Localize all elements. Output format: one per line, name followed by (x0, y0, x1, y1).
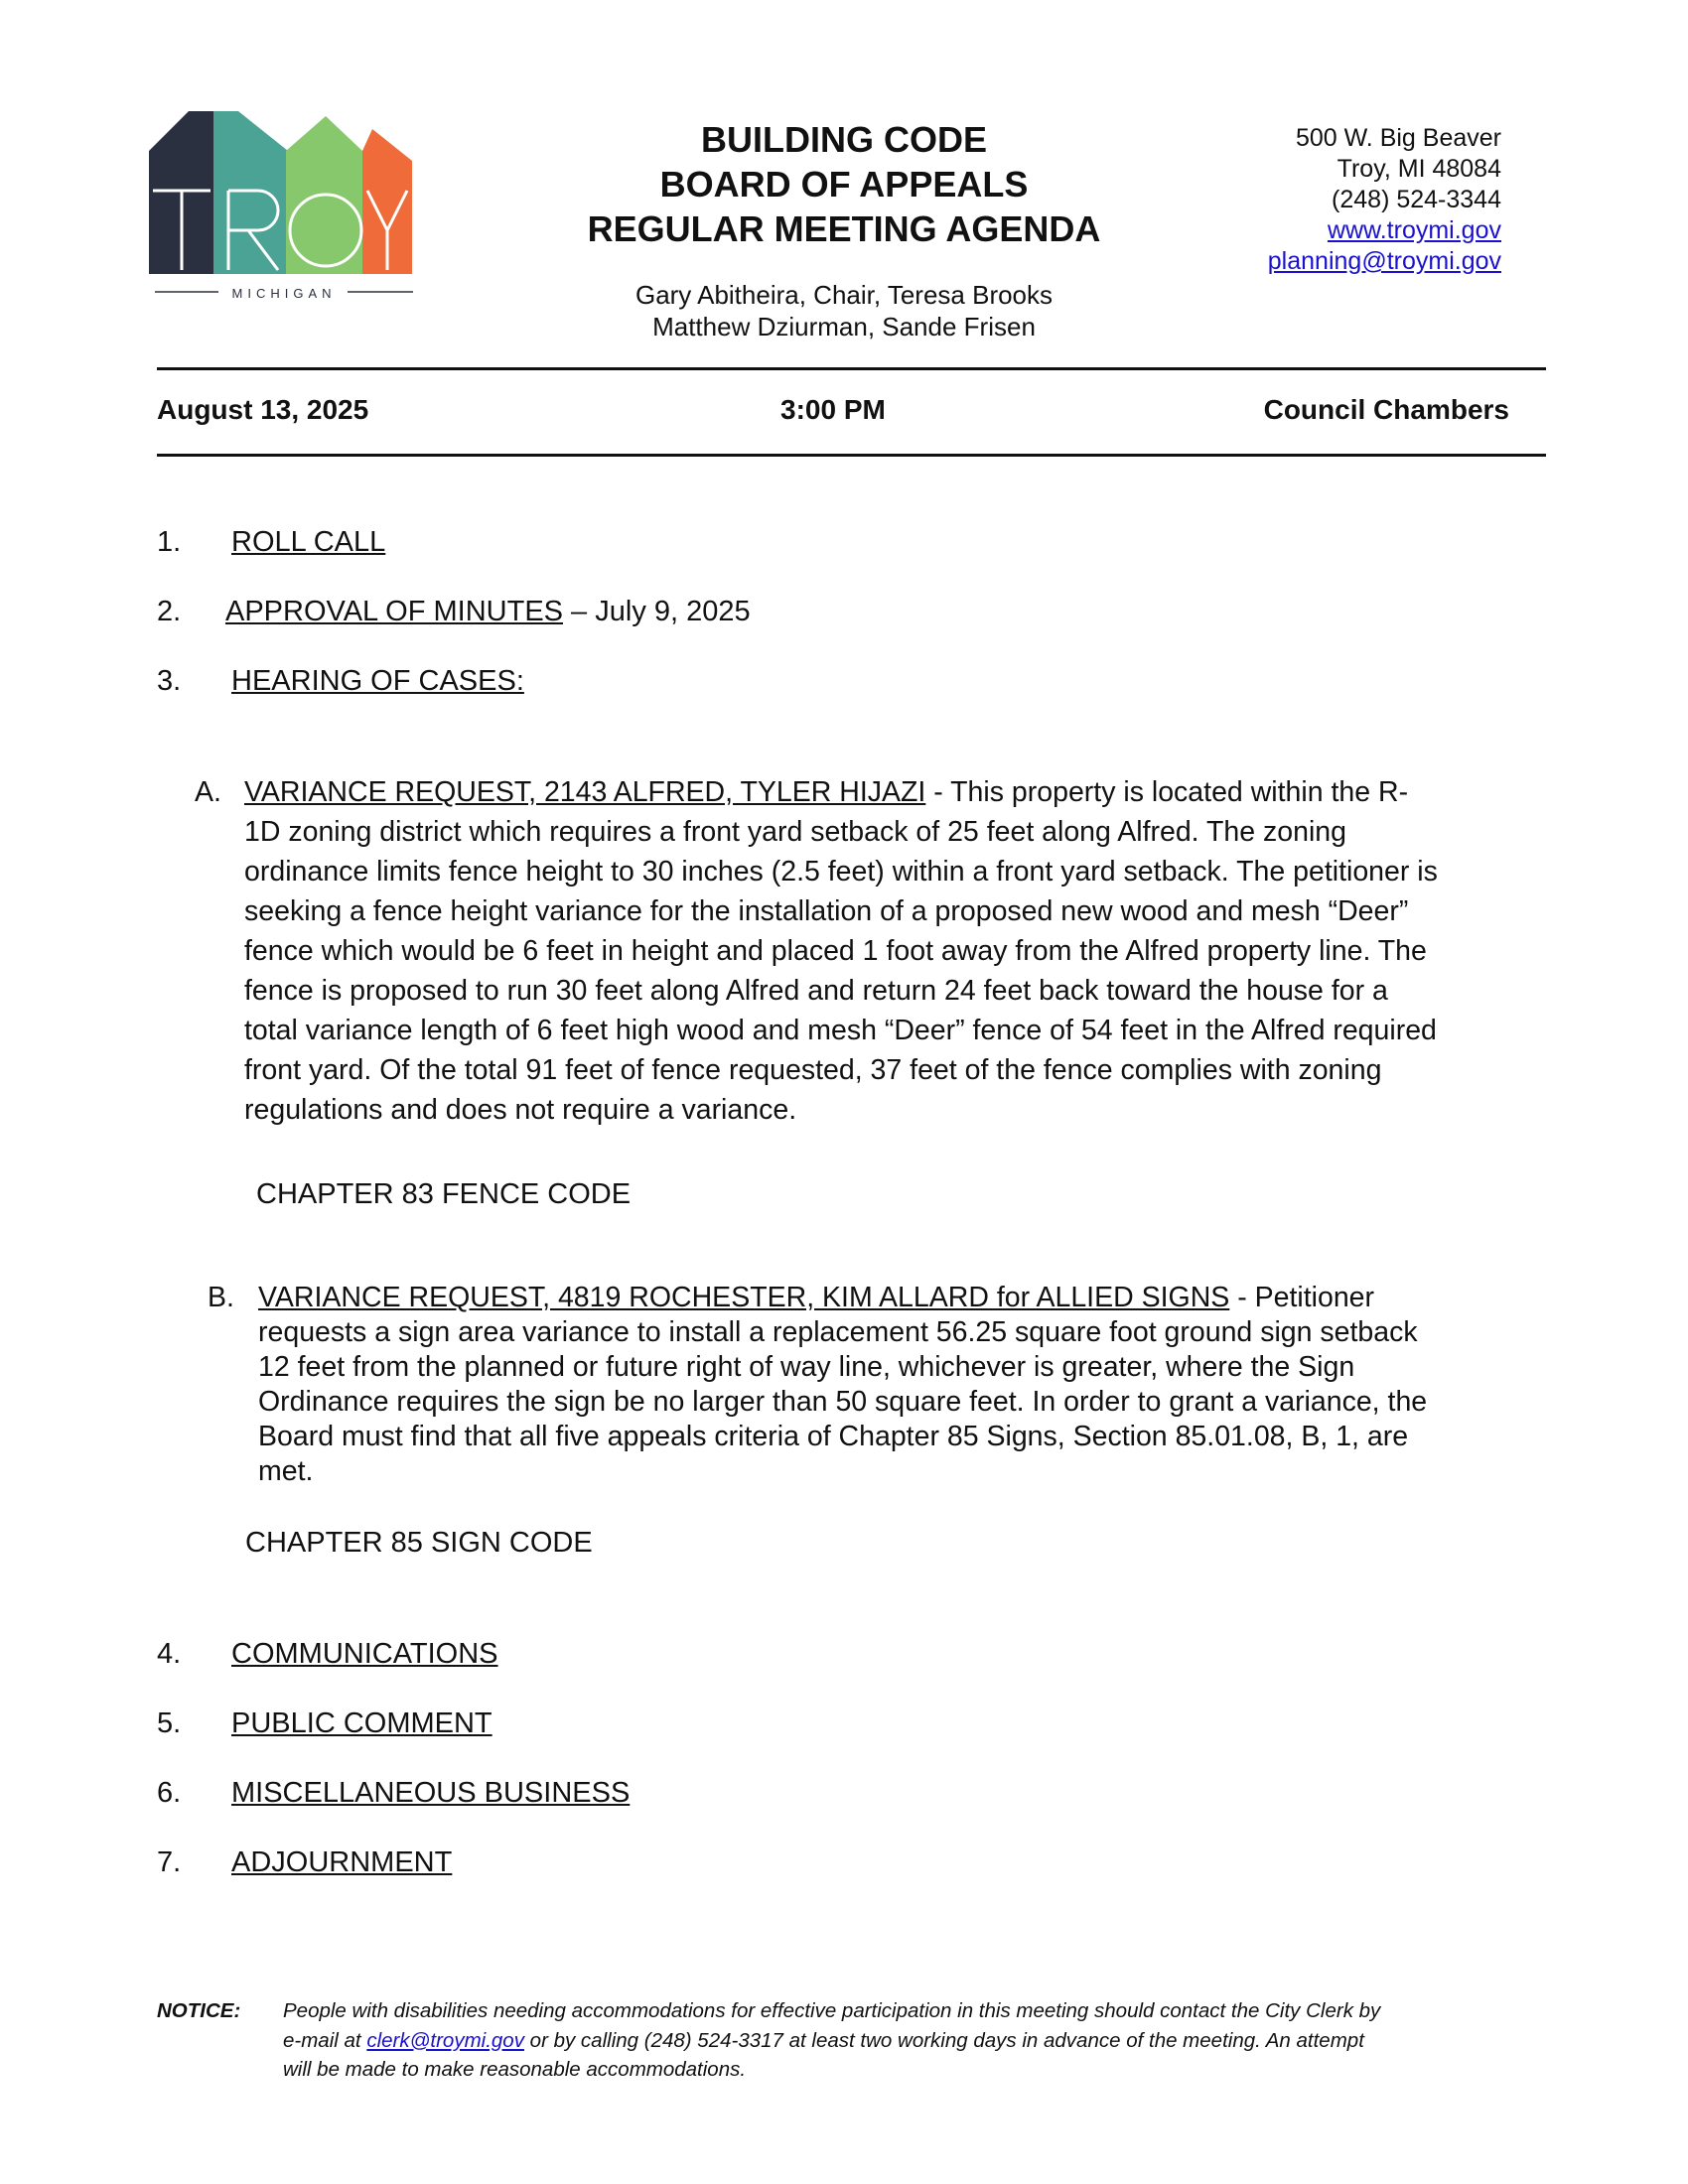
meeting-location: Council Chambers (1263, 394, 1509, 425)
item-title: COMMUNICATIONS (231, 1638, 498, 1670)
case-a-line: fence is proposed to run 30 feet along Alfred and return 24 feet back toward the house for a (244, 975, 1388, 1007)
notice-line-2-post: or by calling (248) 524-3317 at least two working days in advance of the meeting. An attempt (523, 2028, 1364, 2052)
header-rule-bottom (157, 454, 1546, 457)
item-title: ROLL CALL (231, 526, 386, 558)
item-number: 7. (157, 1846, 182, 1878)
case-b-line: 12 feet from the planned or future right of way line, whichever is greater, where the Sign (258, 1351, 1355, 1383)
title-line-1: BUILDING CODE (701, 119, 987, 160)
address-city: Troy, MI 48084 (1336, 155, 1501, 183)
agenda-item-misc-business (157, 1777, 630, 1810)
case-a-line: front yard. Of the total 91 feet of fence requested, 37 feet of the fence complies with zoning (244, 1054, 1382, 1086)
notice-line-1: People with disabilities needing accommodations for effective participation in this meeting should contact the City Clerk by (283, 1999, 1381, 2022)
case-a-title: VARIANCE REQUEST, 2143 ALFRED, TYLER HIJAZI (244, 776, 926, 808)
item-number: 5. (157, 1707, 182, 1739)
address-phone: (248) 524-3344 (1332, 186, 1501, 213)
address-block (1268, 123, 1501, 277)
title-line-2: BOARD OF APPEALS (659, 164, 1029, 205)
minutes-date: – July 9, 2025 (563, 596, 751, 627)
case-a-line: 1D zoning district which requires a front yard setback of 25 feet along Alfred. The zoning (244, 816, 1347, 848)
agenda-item-minutes (157, 596, 751, 628)
agenda-title-block (516, 117, 1172, 342)
notice-label: NOTICE: (157, 1999, 241, 2022)
notice-line-2-pre: e-mail at (283, 2028, 367, 2052)
notice-line-2 (283, 2026, 1507, 2056)
case-a-line: fence which would be 6 feet in height and placed 1 foot away from the Alfred property line. The (244, 935, 1427, 967)
item-number: 1. (157, 526, 182, 558)
agenda-item-public-comment (157, 1707, 492, 1740)
case-b-line: Ordinance requires the sign be no larger than 50 square feet. In order to grant a variance, the (258, 1386, 1428, 1418)
item-number: 6. (157, 1777, 182, 1809)
case-a-line: total variance length of 6 feet high wood and mesh “Deer” fence of 54 feet in the Alfred required (244, 1015, 1437, 1046)
case-a-line: seeking a fence height variance for the installation of a proposed new wood and mesh “Deer” (244, 895, 1409, 927)
notice-line-3: will be made to make reasonable accommodations. (283, 2058, 747, 2081)
accessibility-notice (157, 1996, 1507, 2085)
board-members (516, 279, 1172, 342)
clerk-email-link[interactable]: clerk@troymi.gov (366, 2028, 524, 2052)
logo-house-teal (213, 111, 288, 274)
case-a-line: ordinance limits fence height to 30 inches (2.5 feet) within a front yard setback. The petitioner is (244, 856, 1438, 887)
case-b-line: Board must find that all five appeals criteria of Chapter 85 Signs, Section 85.01.08, B, 1, are (258, 1421, 1409, 1452)
case-a-text (244, 772, 1545, 1130)
troy-logo (149, 111, 419, 302)
members-line-1: Gary Abitheira, Chair, Teresa Brooks (634, 280, 1054, 310)
item-title: ADJOURNMENT (231, 1846, 453, 1878)
case-a (195, 772, 1545, 1130)
case-b-line: - Petitioner (1229, 1282, 1375, 1313)
address-street: 500 W. Big Beaver (1295, 124, 1501, 152)
agenda-item-hearing (157, 665, 524, 698)
svg-text:MICHIGAN: MICHIGAN (231, 286, 337, 301)
case-b-code: CHAPTER 85 SIGN CODE (245, 1527, 593, 1559)
case-b-title: VARIANCE REQUEST, 4819 ROCHESTER, KIM ALLARD for ALLIED SIGNS (258, 1282, 1230, 1313)
item-number: 2. (157, 596, 182, 627)
item-title: HEARING OF CASES: (231, 665, 524, 697)
agenda-item-roll-call (157, 526, 385, 559)
case-a-line: - This property is located within the R- (925, 776, 1409, 808)
notice-text (283, 1996, 1507, 2085)
item-number: 4. (157, 1638, 182, 1670)
item-title: MISCELLANEOUS BUSINESS (231, 1777, 631, 1809)
case-b-text (258, 1281, 1558, 1489)
meeting-time: 3:00 PM (780, 394, 886, 425)
case-b-line: met. (258, 1455, 314, 1487)
case-b-line: requests a sign area variance to install a replacement 56.25 square foot ground sign setback (258, 1316, 1418, 1348)
item-number: 3. (157, 665, 182, 697)
case-letter: B. (208, 1282, 234, 1313)
item-title: APPROVAL OF MINUTES (225, 596, 563, 627)
agenda-item-communications (157, 1638, 498, 1671)
case-letter: A. (195, 776, 221, 808)
members-line-2: Matthew Dziurman, Sande Frisen (652, 312, 1036, 341)
agenda-item-adjournment (157, 1846, 452, 1879)
case-a-line: regulations and does not require a variance. (244, 1094, 797, 1126)
item-title: PUBLIC COMMENT (231, 1707, 492, 1739)
website-link[interactable]: www.troymi.gov (1327, 216, 1501, 244)
case-a-code: CHAPTER 83 FENCE CODE (256, 1178, 632, 1210)
title-line-3: REGULAR MEETING AGENDA (587, 208, 1101, 249)
meeting-date: August 13, 2025 (157, 394, 369, 425)
case-b (208, 1281, 1558, 1489)
planning-email-link[interactable]: planning@troymi.gov (1267, 247, 1501, 275)
header-rule-top (157, 367, 1546, 370)
